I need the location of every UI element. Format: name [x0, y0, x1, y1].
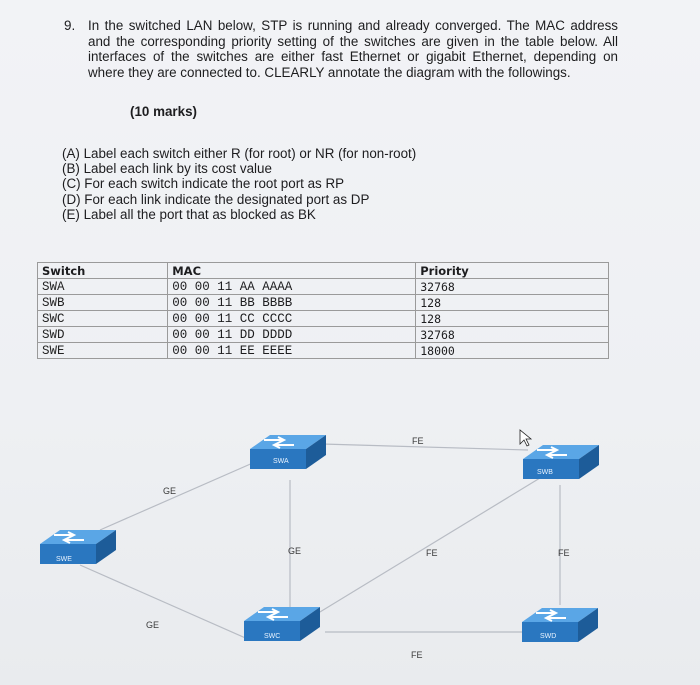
cell-priority: 32768 [416, 279, 609, 295]
part-c: (C) For each switch indicate the root port as RP [62, 176, 345, 192]
table-row [38, 279, 609, 295]
link-label-swb-swd: FE [558, 548, 570, 558]
cell-switch: SWC [38, 311, 168, 327]
link-label-swc-swd: FE [411, 650, 423, 660]
link-swa-swb [322, 444, 528, 450]
link-label-swa-swb: FE [412, 436, 424, 446]
switch-swa-label: SWA [273, 458, 289, 465]
table-row [38, 327, 609, 343]
cell-switch: SWA [38, 279, 168, 295]
table-row [38, 295, 609, 311]
link-swe-swa [100, 462, 255, 530]
switch-swd-label: SWD [540, 633, 557, 640]
part-d: (D) For each link indicate the designated port as DP [62, 191, 370, 207]
network-diagram [0, 400, 700, 685]
cell-priority: 18000 [416, 343, 609, 359]
switch-swb-icon [523, 445, 599, 479]
question-number: 9. [64, 18, 76, 33]
part-e: (E) Label all the port that as blocked as BK [62, 206, 316, 222]
link-label-swa-swc: GE [288, 546, 302, 556]
header-mac: MAC [168, 263, 416, 279]
part-a: (A) Label each switch either R (for root) or NR (for non-root) [62, 146, 417, 161]
cell-switch: SWB [38, 295, 168, 311]
switch-swc-label: SWC [264, 633, 281, 640]
cursor-icon [520, 430, 531, 446]
cell-priority: 128 [416, 311, 609, 327]
link-swe-swc [80, 565, 250, 640]
cell-mac: 00 00 11 BB BBBB [168, 295, 416, 311]
switch-swa-icon [250, 435, 326, 469]
header-switch: Switch [38, 263, 168, 279]
question-marks: (10 marks) [130, 104, 197, 119]
cell-mac: 00 00 11 CC CCCC [168, 311, 416, 327]
switch-swb-label: SWB [537, 469, 553, 476]
question-text: In the switched LAN below, STP is running and already converged. The MAC address and the corresponding priority setting of the switches are given in the table below. All interfaces of the switches are either fast Ethernet or gigabit Ethernet, depending on where they are connected to. CLEARLY annotate the diagram with the followings. [88, 18, 618, 80]
table-row [38, 343, 609, 359]
cell-switch: SWE [38, 343, 168, 359]
switch-swc-icon [244, 607, 320, 641]
switch-swd-icon [522, 608, 598, 642]
link-label-swc-swb: FE [426, 548, 438, 558]
cell-mac: 00 00 11 EE EEEE [168, 343, 416, 359]
question-parts-list [62, 146, 416, 222]
link-swc-swb [315, 478, 540, 615]
cell-priority: 128 [416, 295, 609, 311]
switch-swe-label: SWE [56, 556, 72, 563]
table-header-row [38, 263, 609, 279]
cell-switch: SWD [38, 327, 168, 343]
cell-priority: 32768 [416, 327, 609, 343]
link-label-swe-swc: GE [146, 620, 160, 630]
cell-mac: 00 00 11 AA AAAA [168, 279, 416, 295]
cell-mac: 00 00 11 DD DDDD [168, 327, 416, 343]
header-priority: Priority [416, 263, 609, 279]
switch-mac-table [37, 262, 609, 359]
table-row [38, 311, 609, 327]
link-label-swe-swa: GE [163, 486, 177, 496]
switch-swe-icon [40, 530, 116, 564]
part-b: (B) Label each link by its cost value [62, 161, 272, 177]
